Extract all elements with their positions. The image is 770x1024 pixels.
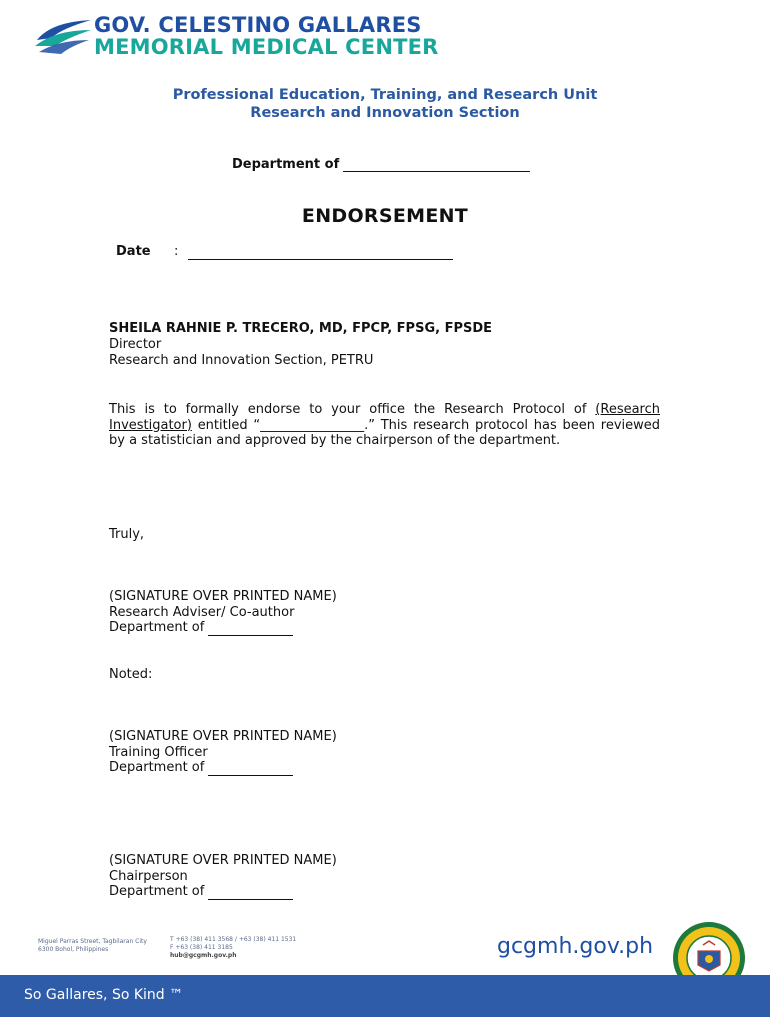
title-placeholder[interactable]: ________________ [260,417,365,433]
org-name-line2: MEMORIAL MEDICAL CENTER [94,35,439,59]
body-text-1: This is to formally endorse to your office the Research Protocol of [109,402,596,417]
signature-block-chairperson [109,853,337,900]
footer-contact [170,936,296,960]
signature-block-training-officer [109,729,337,776]
addressee-position: Director [109,337,162,352]
investigator-placeholder[interactable]: (Research Investigator) [109,402,660,433]
signature-dept-blank[interactable] [208,623,293,636]
unit-line1: Professional Education, Training, and Research Unit [172,87,598,103]
footer-tagline: So Gallares, So Kind ™ [24,987,184,1003]
website-link[interactable]: gcgmh.gov.ph [497,934,654,959]
footer-phone-line1: T +63 (38) 411 3568 / +63 (38) 411 1531 [170,936,297,943]
noted-label: Noted: [109,667,153,682]
signature-line: (SIGNATURE OVER PRINTED NAME) [109,853,337,868]
signature-dept-blank[interactable] [208,763,293,776]
org-name-line1: GOV. CELESTINO GALLARES [94,13,422,37]
footer-phone-line2: F +63 (38) 411 3185 [170,944,233,951]
endorsement-paragraph [109,402,660,449]
document-title: ENDORSEMENT [301,205,469,227]
addressee-block [109,321,492,369]
body-text-2: entitled “ [191,417,261,433]
signature-role: Research Adviser/ Co-author [109,604,295,620]
addressee-name: SHEILA RAHNIE P. TRECERO, MD, FPCP, FPSG, FPSDE [109,321,493,336]
footer-address [38,938,147,954]
signature-role: Chairperson [109,868,188,884]
hospital-logo-icon [33,16,95,56]
addressee-office: Research and Innovation Section, PETRU [109,353,374,368]
department-line [232,157,530,172]
date-label: Date [116,244,151,259]
signature-dept-label: Department of [109,884,205,899]
footer-address-line2: 6300 Bohol, Philippines [38,946,109,953]
footer-email-link[interactable]: hub@gcgmh.gov.ph [170,952,237,959]
unit-heading [0,86,770,122]
signature-role: Training Officer [109,744,208,760]
body-text-3: .” This research protocol has been reviewed by a statistician and approved by the chairperson of the department. [109,417,661,448]
signature-line: (SIGNATURE OVER PRINTED NAME) [109,589,337,604]
unit-line2: Research and Innovation Section [250,105,520,121]
signature-dept-blank[interactable] [208,887,293,900]
department-label: Department of [232,157,340,172]
signature-dept-label: Department of [109,760,205,775]
signature-dept-label: Department of [109,620,205,635]
date-colon: : [174,244,179,259]
footer-address-line1: Miguel Parras Street, Tagbilaran City [38,938,147,945]
signature-line: (SIGNATURE OVER PRINTED NAME) [109,729,337,744]
department-blank[interactable] [343,158,530,172]
closing: Truly, [109,527,145,542]
signature-block-adviser [109,589,337,636]
date-blank[interactable] [188,259,453,260]
